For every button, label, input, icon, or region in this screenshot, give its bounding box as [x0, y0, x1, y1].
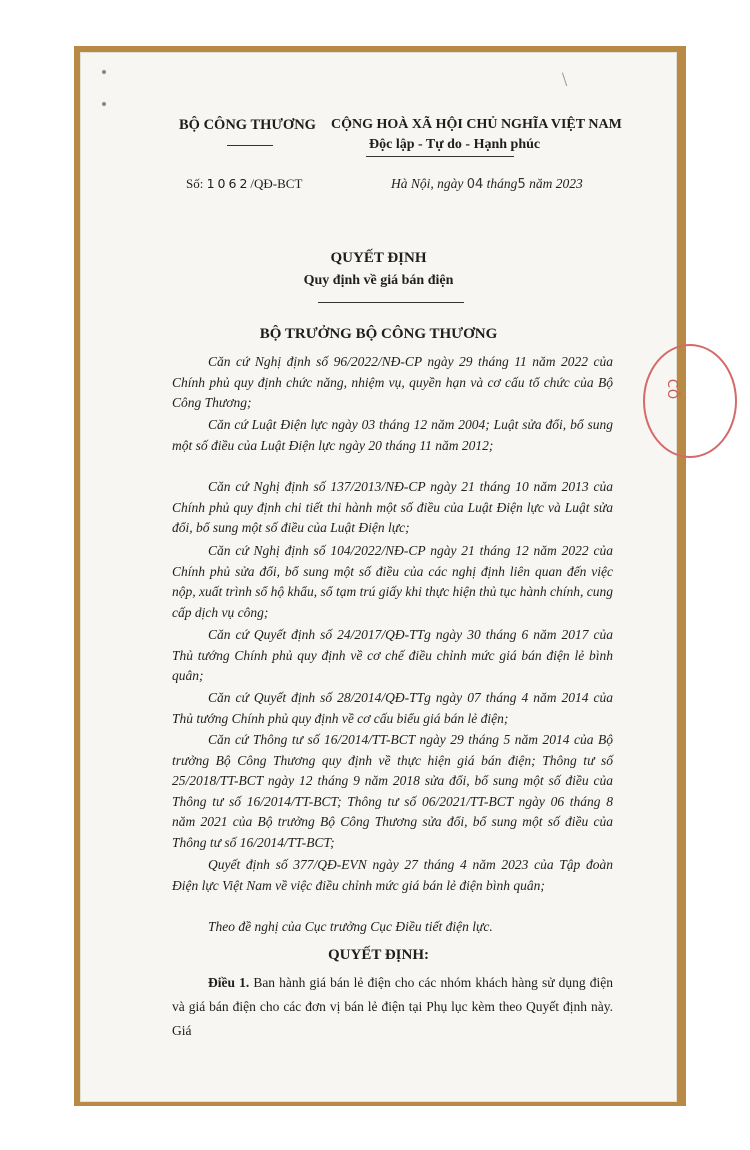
document-subtitle: Quy định về giá bán điện: [303, 273, 454, 288]
preamble-paragraph: Căn cứ Quyết định số 28/2014/QĐ-TTg ngày 07 tháng 4 năm 2014 của Thủ tướng Chính phủ quy định về cơ cấu biểu giá bán lẻ điện;: [172, 690, 613, 726]
pen-dot: [102, 102, 106, 106]
issuing-authority: BỘ TRƯỞNG BỘ CÔNG THƯƠNG: [259, 326, 498, 342]
pen-dot: [102, 70, 106, 74]
preamble-paragraph: Căn cứ Quyết định số 24/2017/QĐ-TTg ngày 30 tháng 6 năm 2017 của Thủ tướng Chính phủ quy định về cơ chế điều chỉnh mức giá bán điện lẻ bình quân;: [172, 627, 613, 683]
preamble-paragraph: Quyết định số 377/QĐ-EVN ngày 27 tháng 4 năm 2023 của Tập đoàn Điện lực Việt Nam về việc điều chỉnh mức giá bán lẻ điện bình quân;: [172, 857, 613, 893]
red-seal-stamp: [643, 344, 737, 458]
decision-heading: QUYẾT ĐỊNH:: [328, 947, 429, 963]
national-motto: Độc lập - Tự do - Hạnh phúc: [369, 137, 541, 152]
preamble-paragraph: Căn cứ Nghị định số 104/2022/NĐ-CP ngày 21 tháng 12 năm 2022 của Chính phủ sửa đổi, bổ sung một số điều của các nghị định liên quan đến việc nộp, xuất trình sổ hộ khẩu, sổ tạm trú giấy khi thực hiện thủ tục hành chính, cung cấp dịch vụ công;: [172, 543, 613, 620]
pen-stroke: [562, 72, 569, 86]
number-suffix: /QĐ-BCT: [250, 176, 303, 191]
motto-underline: [366, 156, 514, 157]
preamble-paragraph: Theo đề nghị của Cục trưởng Cục Điều tiết điện lực.: [208, 919, 493, 934]
preamble-paragraph: Căn cứ Nghị định số 96/2022/NĐ-CP ngày 29 tháng 11 năm 2022 của Chính phủ quy định chức năng, nhiệm vụ, quyền hạn và cơ cấu tổ chức của Bộ Công Thương;: [172, 354, 613, 410]
date-day: 04: [466, 177, 484, 192]
date-year: năm 2023: [529, 176, 583, 191]
preamble-paragraph: Căn cứ Nghị định số 137/2013/NĐ-CP ngày 21 tháng 10 năm 2013 của Chính phủ quy định chi tiết thi hành một số điều của Luật Điện lực và Luật sửa đổi, bổ sung một số điều của Luật Điện lực;: [172, 479, 613, 535]
ministry-underline: [227, 145, 273, 146]
number-value: 1062: [206, 176, 251, 191]
place-prefix: Hà Nội, ngày: [391, 176, 464, 191]
ministry-name: BỘ CÔNG THƯƠNG: [179, 117, 316, 133]
article-text: Ban hành giá bán lẻ điện cho các nhóm khách hàng sử dụng điện và giá bán điện cho các đơn vị bán lẻ điện tại Phụ lục kèm theo Quyết định này. Giá: [172, 975, 613, 1038]
preamble-paragraph: Căn cứ Luật Điện lực ngày 03 tháng 12 năm 2004; Luật sửa đổi, bổ sung một số điều của Luật Điện lực ngày 20 tháng 11 năm 2012;: [172, 417, 613, 453]
document-page: [80, 52, 680, 1102]
date-month-label: tháng: [486, 176, 518, 191]
nation-name: CỘNG HOÀ XÃ HỘI CHỦ NGHĨA VIỆT NAM: [331, 117, 622, 132]
preamble-paragraph: Căn cứ Thông tư số 16/2014/TT-BCT ngày 29 tháng 5 năm 2014 của Bộ trưởng Bộ Công Thương quy định về thực hiện giá bán điện; Thông tư số 25/2018/TT-BCT ngày 12 tháng 9 năm 2018 sửa đổi, bổ sung một số điều của Thông tư số 16/2014/TT-BCT; Thông tư số 06/2021/TT-BCT ngày 06 tháng 8 năm 2021 của Bộ trưởng Bộ Công Thương sửa đổi, bổ sung một số điều của Thông tư số 16/2014/TT-BCT;: [172, 732, 613, 850]
date-month: 5: [517, 177, 526, 192]
seal-text: CÔ: [664, 378, 680, 401]
document-number: [186, 176, 302, 192]
place-and-date: [391, 176, 583, 192]
article-label: Điều 1.: [208, 975, 250, 990]
subtitle-underline: [318, 302, 464, 303]
document-title: QUYẾT ĐỊNH: [330, 250, 427, 266]
article-1: [172, 971, 613, 1043]
number-prefix: Số:: [186, 176, 204, 191]
